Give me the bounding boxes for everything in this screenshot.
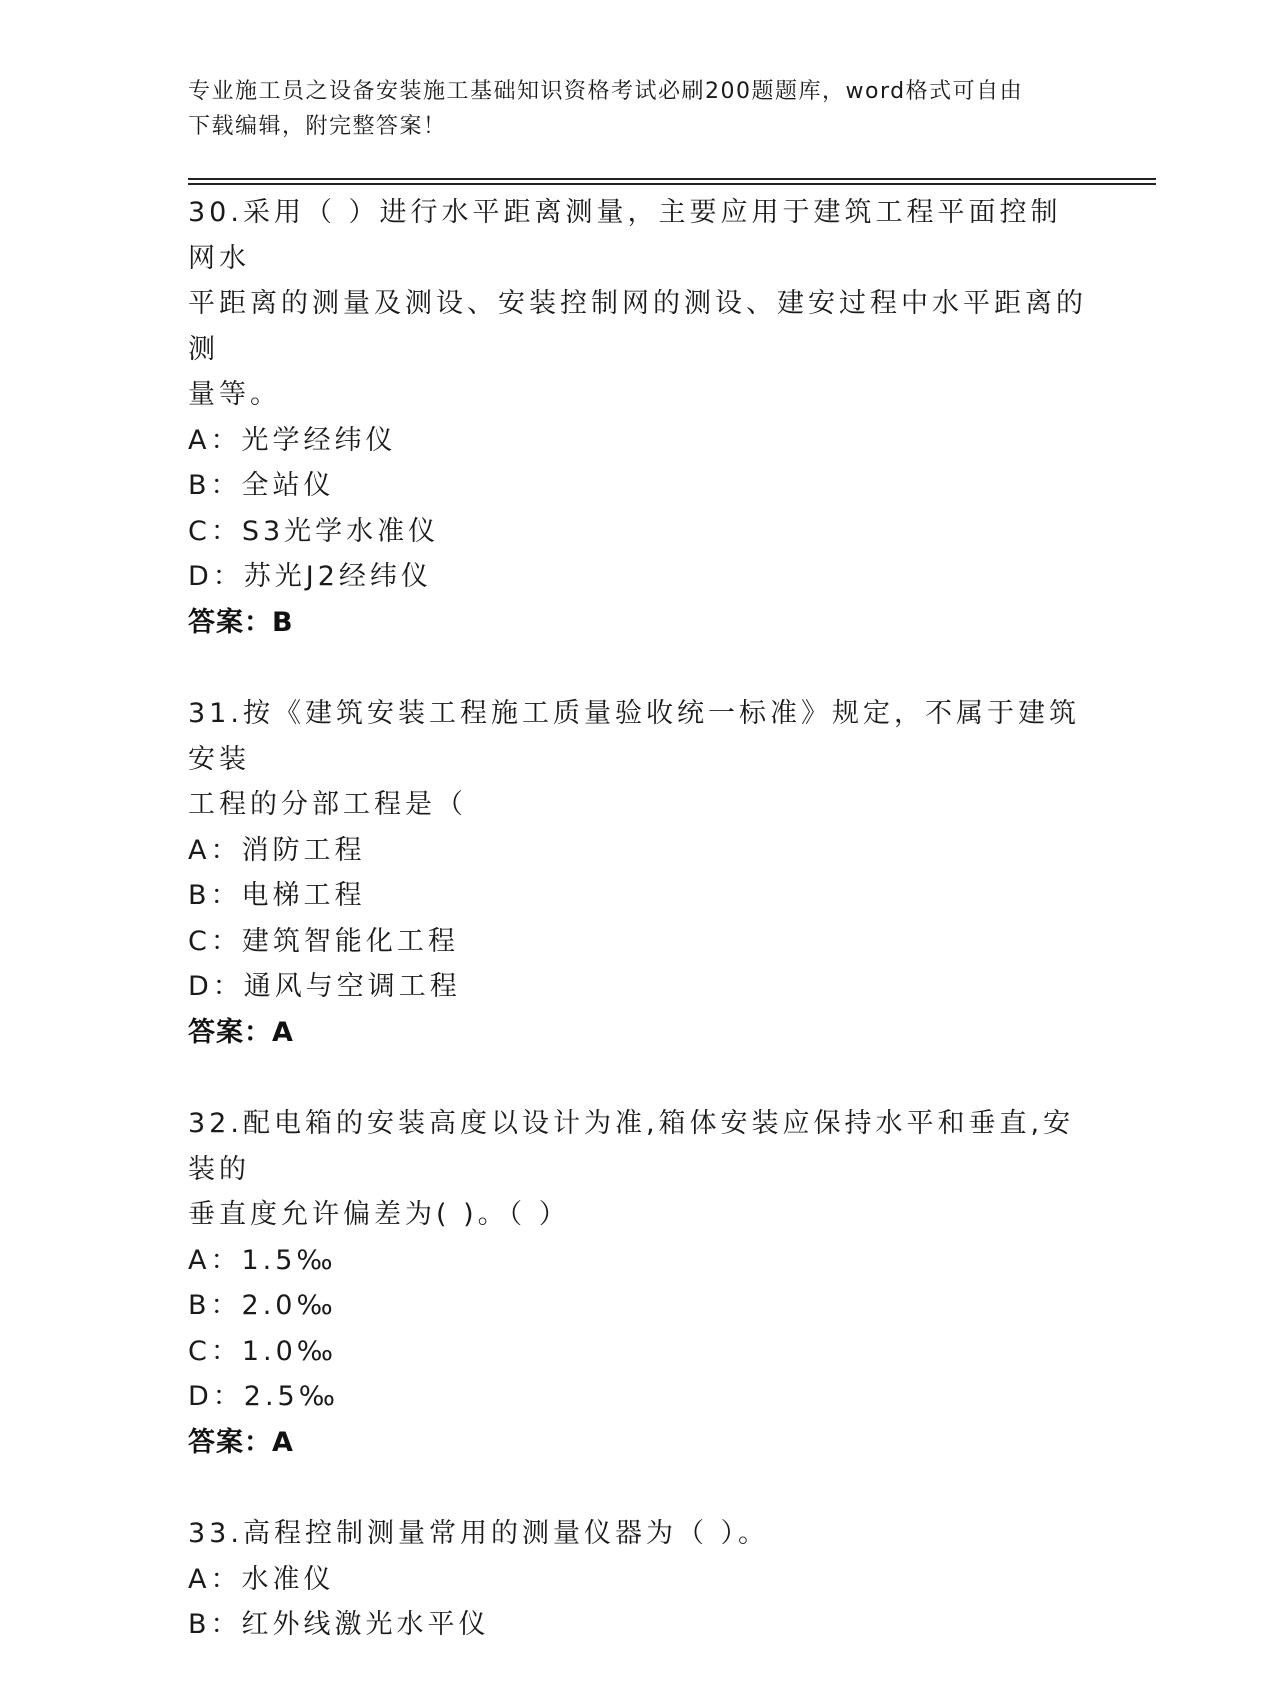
option-b: B：全站仪: [188, 470, 335, 501]
answer: 答案：A: [188, 1426, 294, 1458]
option-d: D：2.5‰: [188, 1381, 339, 1412]
option-b: B：红外线激光水平仪: [188, 1609, 490, 1640]
header-line-1: 专业施工员之设备安装施工基础知识资格考试必刷200题题库，word格式可自由: [188, 79, 1024, 104]
option-b: B：电梯工程: [188, 880, 366, 911]
question-list: [188, 190, 1088, 1694]
question-stem-line: 30.采用（ ）进行水平距离测量，主要应用于建筑工程平面控制网水: [188, 197, 1062, 274]
answer: 答案：B: [188, 606, 294, 638]
option-c: C：S3光学水准仪: [188, 515, 440, 547]
option-c: C：建筑智能化工程: [188, 925, 459, 957]
question-stem-line: 量等。: [188, 379, 281, 410]
question-stem-line: 工程的分部工程是（: [188, 789, 467, 820]
document-header: [188, 74, 1068, 144]
question-30: [188, 190, 1088, 645]
answer: 答案：A: [188, 1016, 294, 1048]
question-stem-line: 32.配电箱的安装高度以设计为准,箱体安装应保持水平和垂直,安装的: [188, 1108, 1075, 1185]
header-divider-bottom: [188, 183, 1156, 185]
question-31: [188, 691, 1088, 1055]
question-stem-line: 垂直度允许偏差为( )。（ ）: [188, 1199, 570, 1230]
option-d: D：通风与空调工程: [188, 971, 461, 1002]
question-32: [188, 1101, 1088, 1465]
question-stem-line: 平距离的测量及测设、安装控制网的测设、建安过程中水平距离的测: [188, 288, 1087, 365]
option-c: C：1.0‰: [188, 1335, 338, 1367]
option-a: A：光学经纬仪: [188, 424, 397, 456]
question-stem-line: 33.高程控制测量常用的测量仪器为（ ）。: [188, 1518, 770, 1549]
question-33: [188, 1511, 1088, 1648]
option-b: B：2.0‰: [188, 1290, 337, 1321]
header-line-2: 下载编辑，附完整答案！: [188, 114, 447, 139]
option-a: A：1.5‰: [188, 1244, 337, 1276]
question-stem-line: 31.按《建筑安装工程施工质量验收统一标准》规定，不属于建筑安装: [188, 698, 1080, 775]
option-a: A：消防工程: [188, 834, 366, 866]
option-d: D：苏光J2经纬仪: [188, 561, 432, 592]
option-a: A：水准仪: [188, 1563, 335, 1595]
header-divider-top: [188, 178, 1156, 180]
